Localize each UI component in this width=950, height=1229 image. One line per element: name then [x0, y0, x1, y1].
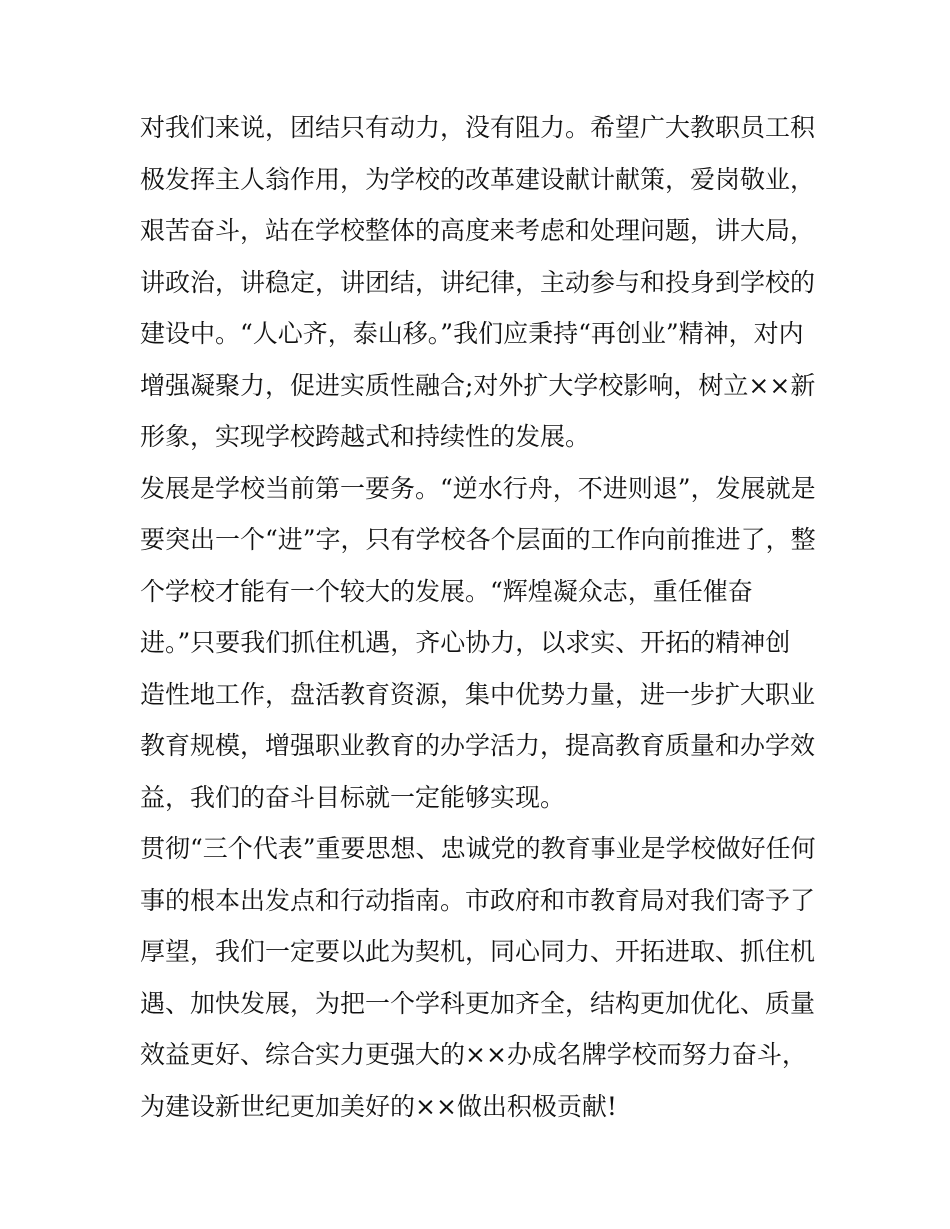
text-line: 对我们来说，团结只有动力，没有阻力。希望广大教职员工积	[140, 113, 816, 142]
body-text	[140, 102, 820, 1132]
text-line: 建设中。“人心齐，泰山移。”我们应秉持“再创业”精神，对内	[140, 319, 804, 348]
text-line: 遇、加快发展，为把一个学科更加齐全，结构更加优化、质量	[140, 988, 816, 1018]
text-line: 个学校才能有一个较大的发展。“辉煌凝众志，重任催奋	[140, 576, 753, 606]
text-line: 形象，实现学校跨越式和持续性的发展。	[140, 422, 591, 451]
text-line: 厚望，我们一定要以此为契机，同心同力、开拓进取、抓住机	[140, 937, 816, 966]
text-line: 为建设新世纪更加美好的××做出积极贡献!	[140, 1091, 617, 1121]
text-line: 讲政治，讲稳定，讲团结，讲纪律，主动参与和投身到学校的	[140, 267, 816, 297]
text-line: 效益更好、综合实力更强大的××办成名牌学校而努力奋斗，	[140, 1040, 807, 1069]
text-line: 增强凝聚力，促进实质性融合;对外扩大学校影响，树立××新	[140, 370, 816, 400]
text-line: 贯彻“三个代表”重要思想、忠诚党的教育事业是学校做好任何	[140, 834, 816, 863]
text-line: 益，我们的奋斗目标就一定能够实现。	[140, 782, 566, 812]
text-line: 艰苦奋斗，站在学校整体的高度来考虑和处理问题，讲大局，	[140, 216, 816, 245]
text-line: 发展是学校当前第一要务。“逆水行舟，不进则退”，发展就是	[140, 473, 816, 503]
text-line: 造性地工作，盘活教育资源，集中优势力量，进一步扩大职业	[140, 679, 816, 709]
text-line: 进。”只要我们抓住机遇，齐心协力，以求实、开拓的精神创	[140, 628, 791, 657]
text-line: 要突出一个“进”字，只有学校各个层面的工作向前推进了，整	[140, 525, 816, 554]
text-line: 事的根本出发点和行动指南。市政府和市教育局对我们寄予了	[140, 885, 816, 915]
text-line: 极发挥主人翁作用，为学校的改革建设献计献策，爱岗敬业，	[140, 164, 816, 194]
text-line: 教育规模，增强职业教育的办学活力，提高教育质量和办学效	[140, 731, 816, 760]
